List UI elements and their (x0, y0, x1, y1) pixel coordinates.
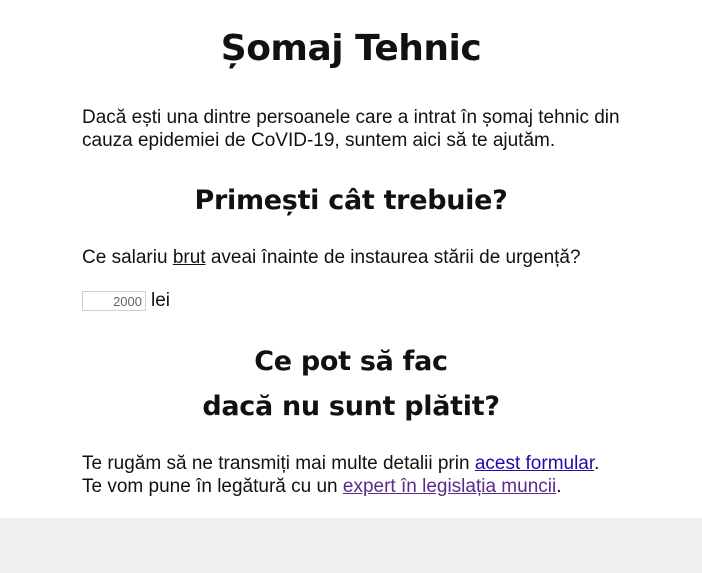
salary-unit-label: lei (151, 290, 171, 311)
section-heading-pay: Primești cât trebuie? (194, 185, 508, 216)
footer-band (0, 518, 702, 573)
form-link[interactable]: acest formular (474, 453, 595, 474)
contact-paragraph (82, 452, 638, 498)
salary-question-start: Ce salariu (82, 247, 173, 268)
salary-input[interactable] (82, 291, 146, 311)
contact-line2-end: . (556, 476, 562, 497)
salary-row (82, 290, 638, 312)
salary-question (82, 246, 638, 269)
salary-question-emphasis: brut (172, 247, 206, 268)
section-heading-help-line2: dacă nu sunt plătit? (202, 391, 500, 422)
salary-question-end: aveai înainte de instaurea stării de urgență? (205, 247, 581, 268)
section-heading-help (0, 339, 702, 429)
intro-paragraph: Dacă ești una dintre persoanele care a intrat în șomaj tehnic din cauza epidemiei de CoVID-19, suntem aici să te ajutăm. (82, 107, 620, 151)
section-heading-help-line1: Ce pot să fac (254, 346, 448, 377)
contact-line1-text: Te rugăm să ne transmiți mai multe detalii prin (82, 453, 475, 474)
page-title: Șomaj Tehnic (220, 28, 482, 69)
contact-line2-text: Te vom pune în legătură cu un (82, 476, 343, 497)
contact-line1-end: . (594, 453, 600, 474)
expert-link[interactable]: expert în legislația muncii (342, 476, 557, 497)
